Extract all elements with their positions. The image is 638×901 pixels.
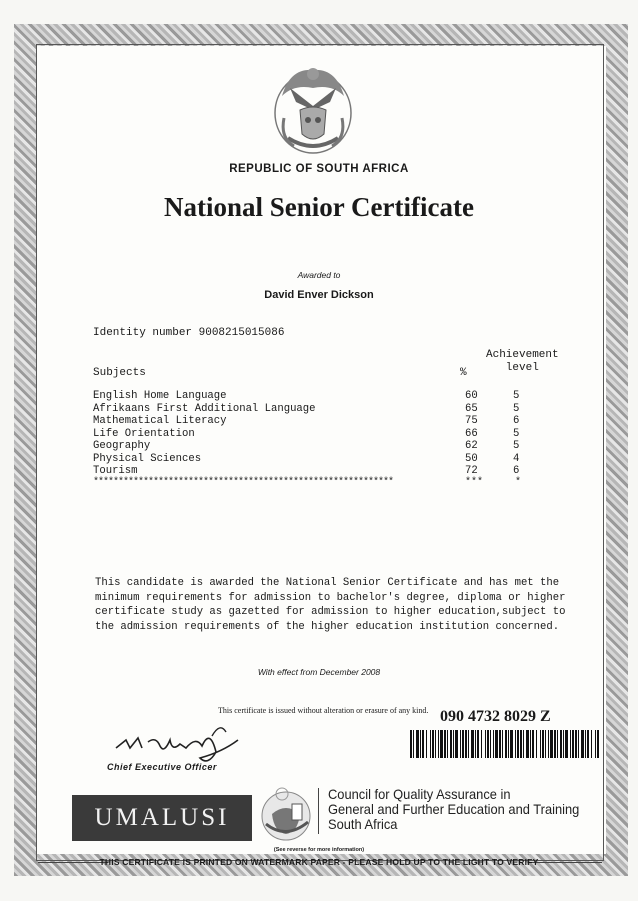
barcode-bar xyxy=(536,730,537,758)
barcode-bar xyxy=(597,730,599,758)
barcode-bar xyxy=(444,730,446,758)
award-statement: This candidate is awarded the National Senior Certificate and has met the minimum requirements for admission to bachelor's degree, diploma or higher certificate study as gazetted for admission to higher education,subject to the admission requirements of the higher education institution concerned. xyxy=(95,577,566,633)
level-label: level xyxy=(505,362,539,374)
barcode-bar xyxy=(468,730,469,758)
umalusi-brand-block: UMALUSI xyxy=(72,795,252,841)
barcode-bar xyxy=(477,730,479,758)
barcode-bar xyxy=(517,730,519,758)
signatory-title: Chief Executive Officer xyxy=(107,762,217,772)
barcode-bar xyxy=(510,730,513,758)
barcode-bar xyxy=(572,730,574,758)
barcode-bar xyxy=(422,730,424,758)
barcode-bar xyxy=(490,730,491,758)
subject-level: 5 xyxy=(513,427,520,440)
identity-number: Identity number 9008215015086 xyxy=(93,327,285,339)
barcode-bar xyxy=(563,730,564,758)
barcode-bar xyxy=(440,730,443,758)
barcode-bar xyxy=(540,730,541,758)
recipient-name: David Enver Dickson xyxy=(264,289,374,301)
subject-name: Mathematical Literacy xyxy=(93,415,227,427)
subject-level: 6 xyxy=(513,465,520,477)
barcode-bar xyxy=(578,730,579,758)
subject-percent: 50 xyxy=(465,452,478,465)
barcode-bar xyxy=(487,730,489,758)
end-of-level-stars: * xyxy=(515,477,522,488)
subject-name: Physical Sciences xyxy=(93,452,202,465)
barcode-bar xyxy=(554,730,556,758)
barcode-bar xyxy=(485,730,486,758)
issue-note: This certificate is issued without alteration or erasure of any kind. xyxy=(218,706,429,715)
barcode-bar xyxy=(548,730,549,758)
council-name xyxy=(328,787,579,832)
subjects-header: Subjects xyxy=(93,367,146,379)
subject-list xyxy=(93,390,316,478)
barcode-bar xyxy=(550,730,553,758)
barcode xyxy=(410,730,600,758)
barcode-bar xyxy=(505,730,507,758)
barcode-bar xyxy=(435,730,436,758)
barcode-bar xyxy=(447,730,448,758)
subject-level: 5 xyxy=(513,390,520,402)
subject-percent: 75 xyxy=(465,415,478,427)
subject-name: Geography xyxy=(93,440,151,452)
barcode-bar xyxy=(426,730,427,758)
barcode-bar xyxy=(591,730,592,758)
barcode-bar xyxy=(462,730,464,758)
subject-name: Tourism xyxy=(93,465,138,477)
subject-percent: 60 xyxy=(465,390,478,402)
barcode-bar xyxy=(565,730,568,758)
subject-percent: 72 xyxy=(465,465,478,477)
barcode-bar xyxy=(471,730,474,758)
subject-name: Afrikaans First Additional Language xyxy=(93,402,316,415)
awarded-to-label: Awarded to xyxy=(297,270,341,280)
subject-name: English Home Language xyxy=(93,390,227,402)
achievement-label: Achievement xyxy=(486,349,559,361)
umalusi-logo-icon xyxy=(258,784,314,844)
certificate-number: 090 4732 8029 Z xyxy=(440,708,551,725)
subject-level: 5 xyxy=(513,402,520,415)
barcode-bar xyxy=(432,730,434,758)
barcode-bar xyxy=(526,730,529,758)
barcode-bar xyxy=(430,730,431,758)
barcode-bar xyxy=(495,730,498,758)
end-of-percent-stars: *** xyxy=(465,477,484,488)
council-line: General and Further Education and Training xyxy=(328,801,580,817)
council-line: South Africa xyxy=(328,816,398,832)
subject-percent: 66 xyxy=(465,427,478,440)
subject-level: 4 xyxy=(513,452,520,465)
level-list xyxy=(513,390,519,478)
council-line: Council for Quality Assurance in xyxy=(328,786,511,802)
barcode-bar xyxy=(416,730,419,758)
barcode-bar xyxy=(575,730,577,758)
footer-divider xyxy=(318,788,319,834)
barcode-bar xyxy=(520,730,522,758)
barcode-bar xyxy=(502,730,503,758)
effective-date: With effect from December 2008 xyxy=(257,667,381,677)
barcode-bar xyxy=(570,730,571,758)
barcode-bar xyxy=(481,730,482,758)
barcode-bar xyxy=(455,730,458,758)
barcode-bar xyxy=(410,730,412,758)
barcode-bar xyxy=(557,730,558,758)
barcode-bar xyxy=(523,730,524,758)
barcode-bar xyxy=(493,730,494,758)
subject-name: Life Orientation xyxy=(93,427,195,440)
barcode-bar xyxy=(587,730,589,758)
barcode-bar xyxy=(460,730,461,758)
coat-of-arms-icon xyxy=(270,58,356,158)
barcode-bar xyxy=(581,730,584,758)
barcode-bar xyxy=(545,730,546,758)
watermark-note: THIS CERTIFICATE IS PRINTED ON WATERMARK PAPER - PLEASE HOLD UP TO THE LIGHT TO VERIFY xyxy=(99,857,539,867)
barcode-bar xyxy=(438,730,439,758)
barcode-bar xyxy=(515,730,516,758)
barcode-bar xyxy=(595,730,596,758)
subject-level: 6 xyxy=(513,415,520,427)
percent-header: % xyxy=(460,367,467,379)
subject-percent: 65 xyxy=(465,402,478,415)
subject-level: 5 xyxy=(513,440,520,452)
barcode-bar xyxy=(560,730,562,758)
reverse-note: (See reverse for more information) xyxy=(273,847,365,853)
barcode-bar xyxy=(530,730,531,758)
barcode-bar xyxy=(499,730,501,758)
barcode-bar xyxy=(475,730,476,758)
barcode-bar xyxy=(465,730,467,758)
barcode-bar xyxy=(508,730,509,758)
achievement-level-header xyxy=(486,349,559,375)
barcode-bar xyxy=(450,730,452,758)
barcode-bar xyxy=(413,730,414,758)
barcode-bar xyxy=(532,730,534,758)
barcode-bar xyxy=(420,730,421,758)
end-of-list-stars: ************************************************************ xyxy=(93,477,394,488)
certificate-title: National Senior Certificate xyxy=(164,192,474,222)
issuing-country: REPUBLIC OF SOUTH AFRICA xyxy=(229,163,409,175)
subject-percent: 62 xyxy=(465,440,478,452)
barcode-bar xyxy=(542,730,544,758)
percent-list xyxy=(465,390,478,478)
barcode-bar xyxy=(453,730,454,758)
barcode-bar xyxy=(585,730,586,758)
